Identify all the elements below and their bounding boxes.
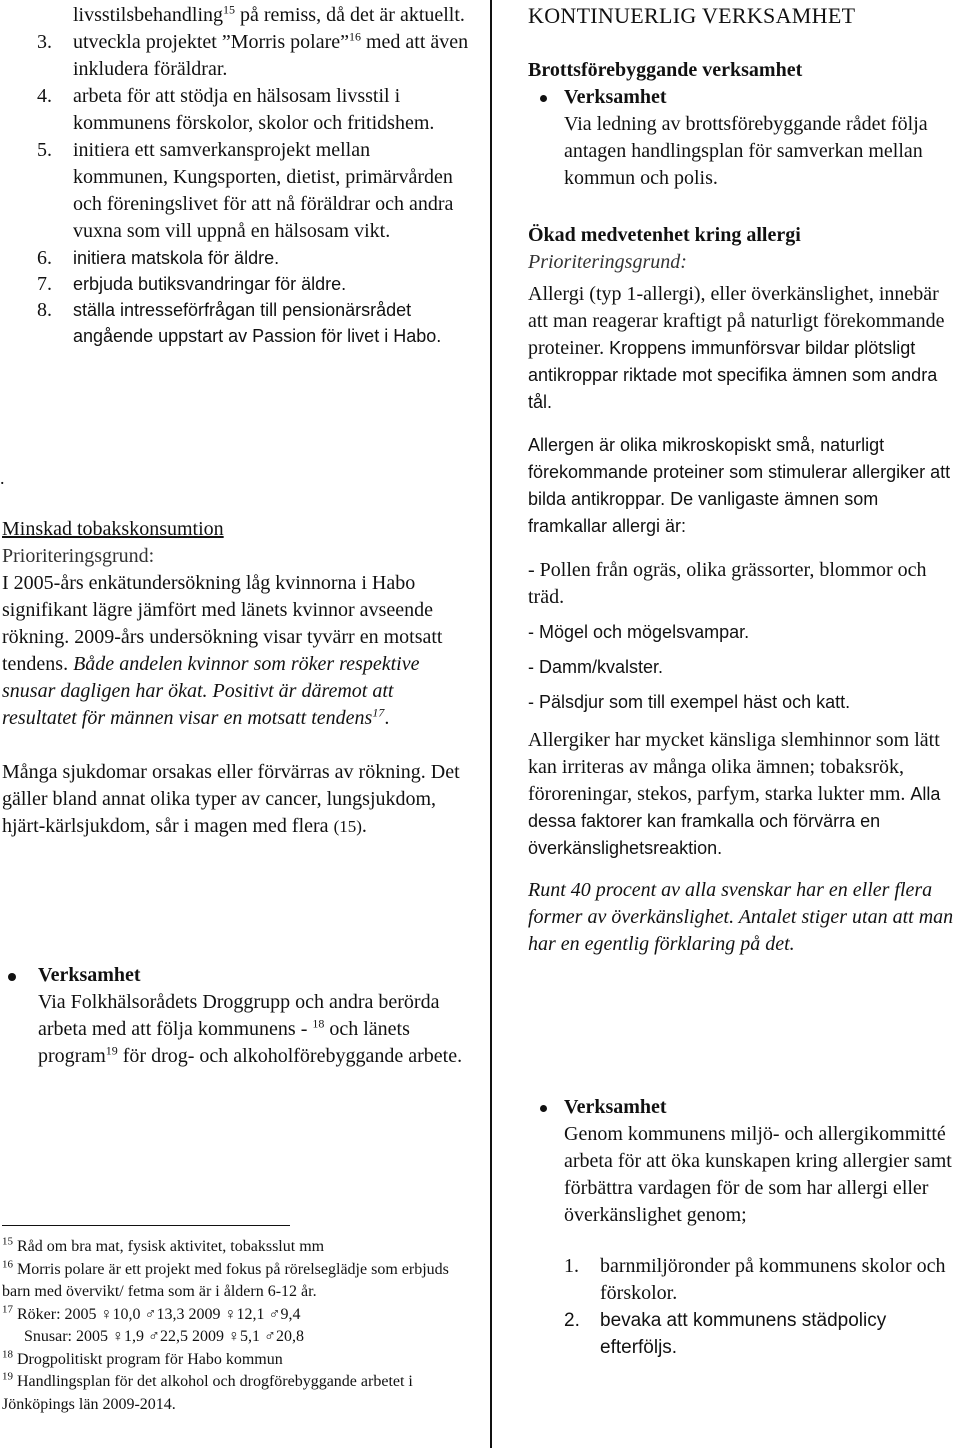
column-divider [490, 0, 492, 1448]
list-item [0, 297, 470, 349]
list-item [0, 245, 470, 271]
footnote: $^{17}$ Röker: 2005 ♀10,0 ♂13,3 2009 ♀12,1 ♂9,4 [2, 1303, 301, 1323]
footnote: $^{19}$ Handlingsplan för det alkohol och drogförebyggande arbetet i Jönköpings län 2009-2014. [2, 1370, 413, 1413]
measures-list [564, 1253, 960, 1361]
stray-dot: . [0, 468, 5, 488]
list-number: 1. [564, 1255, 579, 1277]
list-item-text: bevaka att kommunens städpolicy efterföljs. [600, 1310, 887, 1358]
list-item [0, 271, 470, 297]
list-item-text: initiera ett samverkansprojekt mellan kommunen, Kungsporten, dietist, primärvården och föreningslivet för att nå föräldrar och andra vuxna som vill uppnå en hälsosam vikt. [73, 139, 454, 242]
list-number: 8. [37, 299, 52, 321]
list-item [564, 1307, 960, 1361]
list-item [0, 137, 470, 245]
tobacco-section [2, 516, 472, 840]
footnote: $^{18}$ Drogpolitiskt program för Habo kommun [2, 1348, 283, 1368]
list-item [0, 83, 470, 137]
list-item-text: ställa intresseförfrågan till pensionärsrådet angående uppstart av Passion för livet i Habo. [73, 300, 442, 346]
list-number: 7. [37, 273, 52, 295]
page-heading: KONTINUERLIG VERKSAMHET [528, 3, 856, 28]
bullet-title: Verksamhet [38, 964, 141, 986]
list-item-text: utveckla projektet ”Morris polare” [73, 31, 349, 53]
bullet-text: Via ledning av brottsförebyggande rådet följa antagen handlingsplan för samverkan mellan kommun och polis. [564, 113, 928, 189]
list-item-text: erbjuda butiksvandringar för äldre. [73, 274, 347, 294]
verksamhet-block-allergy [528, 1094, 960, 1361]
reference: (15) [333, 817, 362, 836]
list-number: 5. [37, 139, 52, 161]
section-heading: Brottsförebyggande verksamhet [528, 59, 803, 81]
list-item [0, 29, 470, 83]
bullet-text: Via Folkhälsorådets Droggrupp och andra berörda arbeta med att följa kommunens - $^{18}$ och länets program$^{19}$ för drog- och alkoholförebyggande arbete. [38, 991, 463, 1067]
footnote-separator [2, 1225, 290, 1226]
list-item-text: arbeta för att stödja en hälsosam livsstil i kommunens förskolor, skolor och fritidshem. [73, 85, 435, 134]
list-item-text: barnmiljöronder på kommunens skolor och förskolor. [600, 1255, 946, 1304]
paragraph: Många sjukdomar orsakas eller förvärras av rökning. Det gäller bland annat olika typer av cancer, lungsjukdom, hjärt-kärlsjukdom, sår i magen med flera (15). [2, 761, 460, 837]
footnote-ref: 18 [312, 1016, 325, 1031]
right-heading-block [528, 2, 960, 29]
action-list [0, 2, 470, 349]
footnote: Snusar: 2005 ♀1,9 ♂22,5 2009 ♀5,1 ♂20,8 [24, 1328, 304, 1345]
paragraph: Runt 40 procent av alla svenskar har en eller flera former av överkänslighet. Antalet stiger utan att man har en egentlig förklaring på det. [528, 879, 954, 955]
allergen-list [528, 557, 960, 716]
list-item-text: på remiss, då det är aktuellt. [235, 4, 465, 26]
verksamhet-block-drug [2, 962, 472, 1070]
footnote-ref: 15 [223, 2, 235, 17]
list-number: 2. [564, 1310, 580, 1331]
list-number: 4. [37, 85, 52, 107]
bullet-icon [8, 973, 16, 981]
section-heading: Minskad tobakskonsumtion [2, 518, 224, 540]
priority-label: Prioriteringsgrund: [528, 251, 687, 273]
bullet-icon [540, 95, 547, 102]
list-item: - Damm/kvalster. [528, 657, 664, 677]
footnotes [2, 1236, 472, 1416]
list-item: - Pollen från ogräs, olika grässorter, blommor och träd. [528, 559, 927, 608]
list-item [564, 1253, 960, 1307]
section-heading: Ökad medvetenhet kring allergi [528, 224, 801, 246]
list-item-text: livsstilsbehandling [73, 4, 223, 26]
list-item: - Mögel och mögelsvampar. [528, 622, 750, 642]
list-item-text: med att även inkludera föräldrar. [73, 31, 469, 80]
priority-label: Prioriteringsgrund: [2, 545, 155, 567]
list-number: 6. [37, 247, 52, 269]
bullet-title: Verksamhet [564, 86, 667, 108]
list-item [0, 2, 470, 29]
footnote: $^{15}$ Råd om bra mat, fysisk aktivitet, tobaksslut mm [2, 1235, 325, 1255]
paragraph: Allergiker har mycket känsliga slemhinnor som lätt kan irriteras av många olika ämnen; tobaksrök, föroreningar, stekos, parfym, starka lukter mm. Alla dessa faktorer kan framkalla och förvärra en överkänslighetsreaktion. [528, 729, 941, 858]
paragraph: I 2005-års enkätundersökning låg kvinnorna i Habo signifikant lägre jämfört med länets kvinnor avseende rökning. 2009-års undersökning visar tyvärr en motsatt tendens. Både andelen kvinnor som röker respektive snusar dagligen har ökat. Positivt är däremot att resultatet för männen visar en motsatt tendens$^{17}$. [2, 572, 443, 729]
paragraph: Allergen är olika mikroskopiskt små, naturligt förekommande proteiner som stimulerar allergiker att bilda antikroppar. De vanligaste ämnen som framkallar allergi är: [528, 435, 951, 536]
list-item-text: initiera matskola för äldre. [73, 248, 280, 268]
bullet-icon [540, 1105, 547, 1112]
allergi-section [528, 222, 960, 958]
list-number: 3. [37, 31, 52, 53]
footnote-ref: 16 [349, 29, 361, 44]
bullet-text: Genom kommunens miljö- och allergikommitté arbeta för att öka kunskapen kring allergier samt förbättra vardagen för de som har allergi eller överkänslighet genom; [564, 1123, 952, 1226]
paragraph: Allergi (typ 1-allergi), eller överkänslighet, innebär att man reagerar kraftigt på naturligt förekommande proteiner. Kroppens immunförsvar bildar plötsligt antikroppar riktade mot specifika ämnen som andra tål. [528, 283, 945, 412]
bullet-title: Verksamhet [564, 1096, 667, 1118]
footnote-ref: 17 [372, 705, 385, 720]
footnote-ref: 19 [105, 1043, 118, 1058]
footnote: $^{16}$ Morris polare är ett projekt med fokus på rörelseglädje som erbjuds barn med övervikt/ fetma som är i åldern 6-12 år. [2, 1258, 449, 1300]
brott-section [528, 57, 960, 192]
list-item: - Pälsdjur som till exempel häst och katt. [528, 692, 851, 712]
